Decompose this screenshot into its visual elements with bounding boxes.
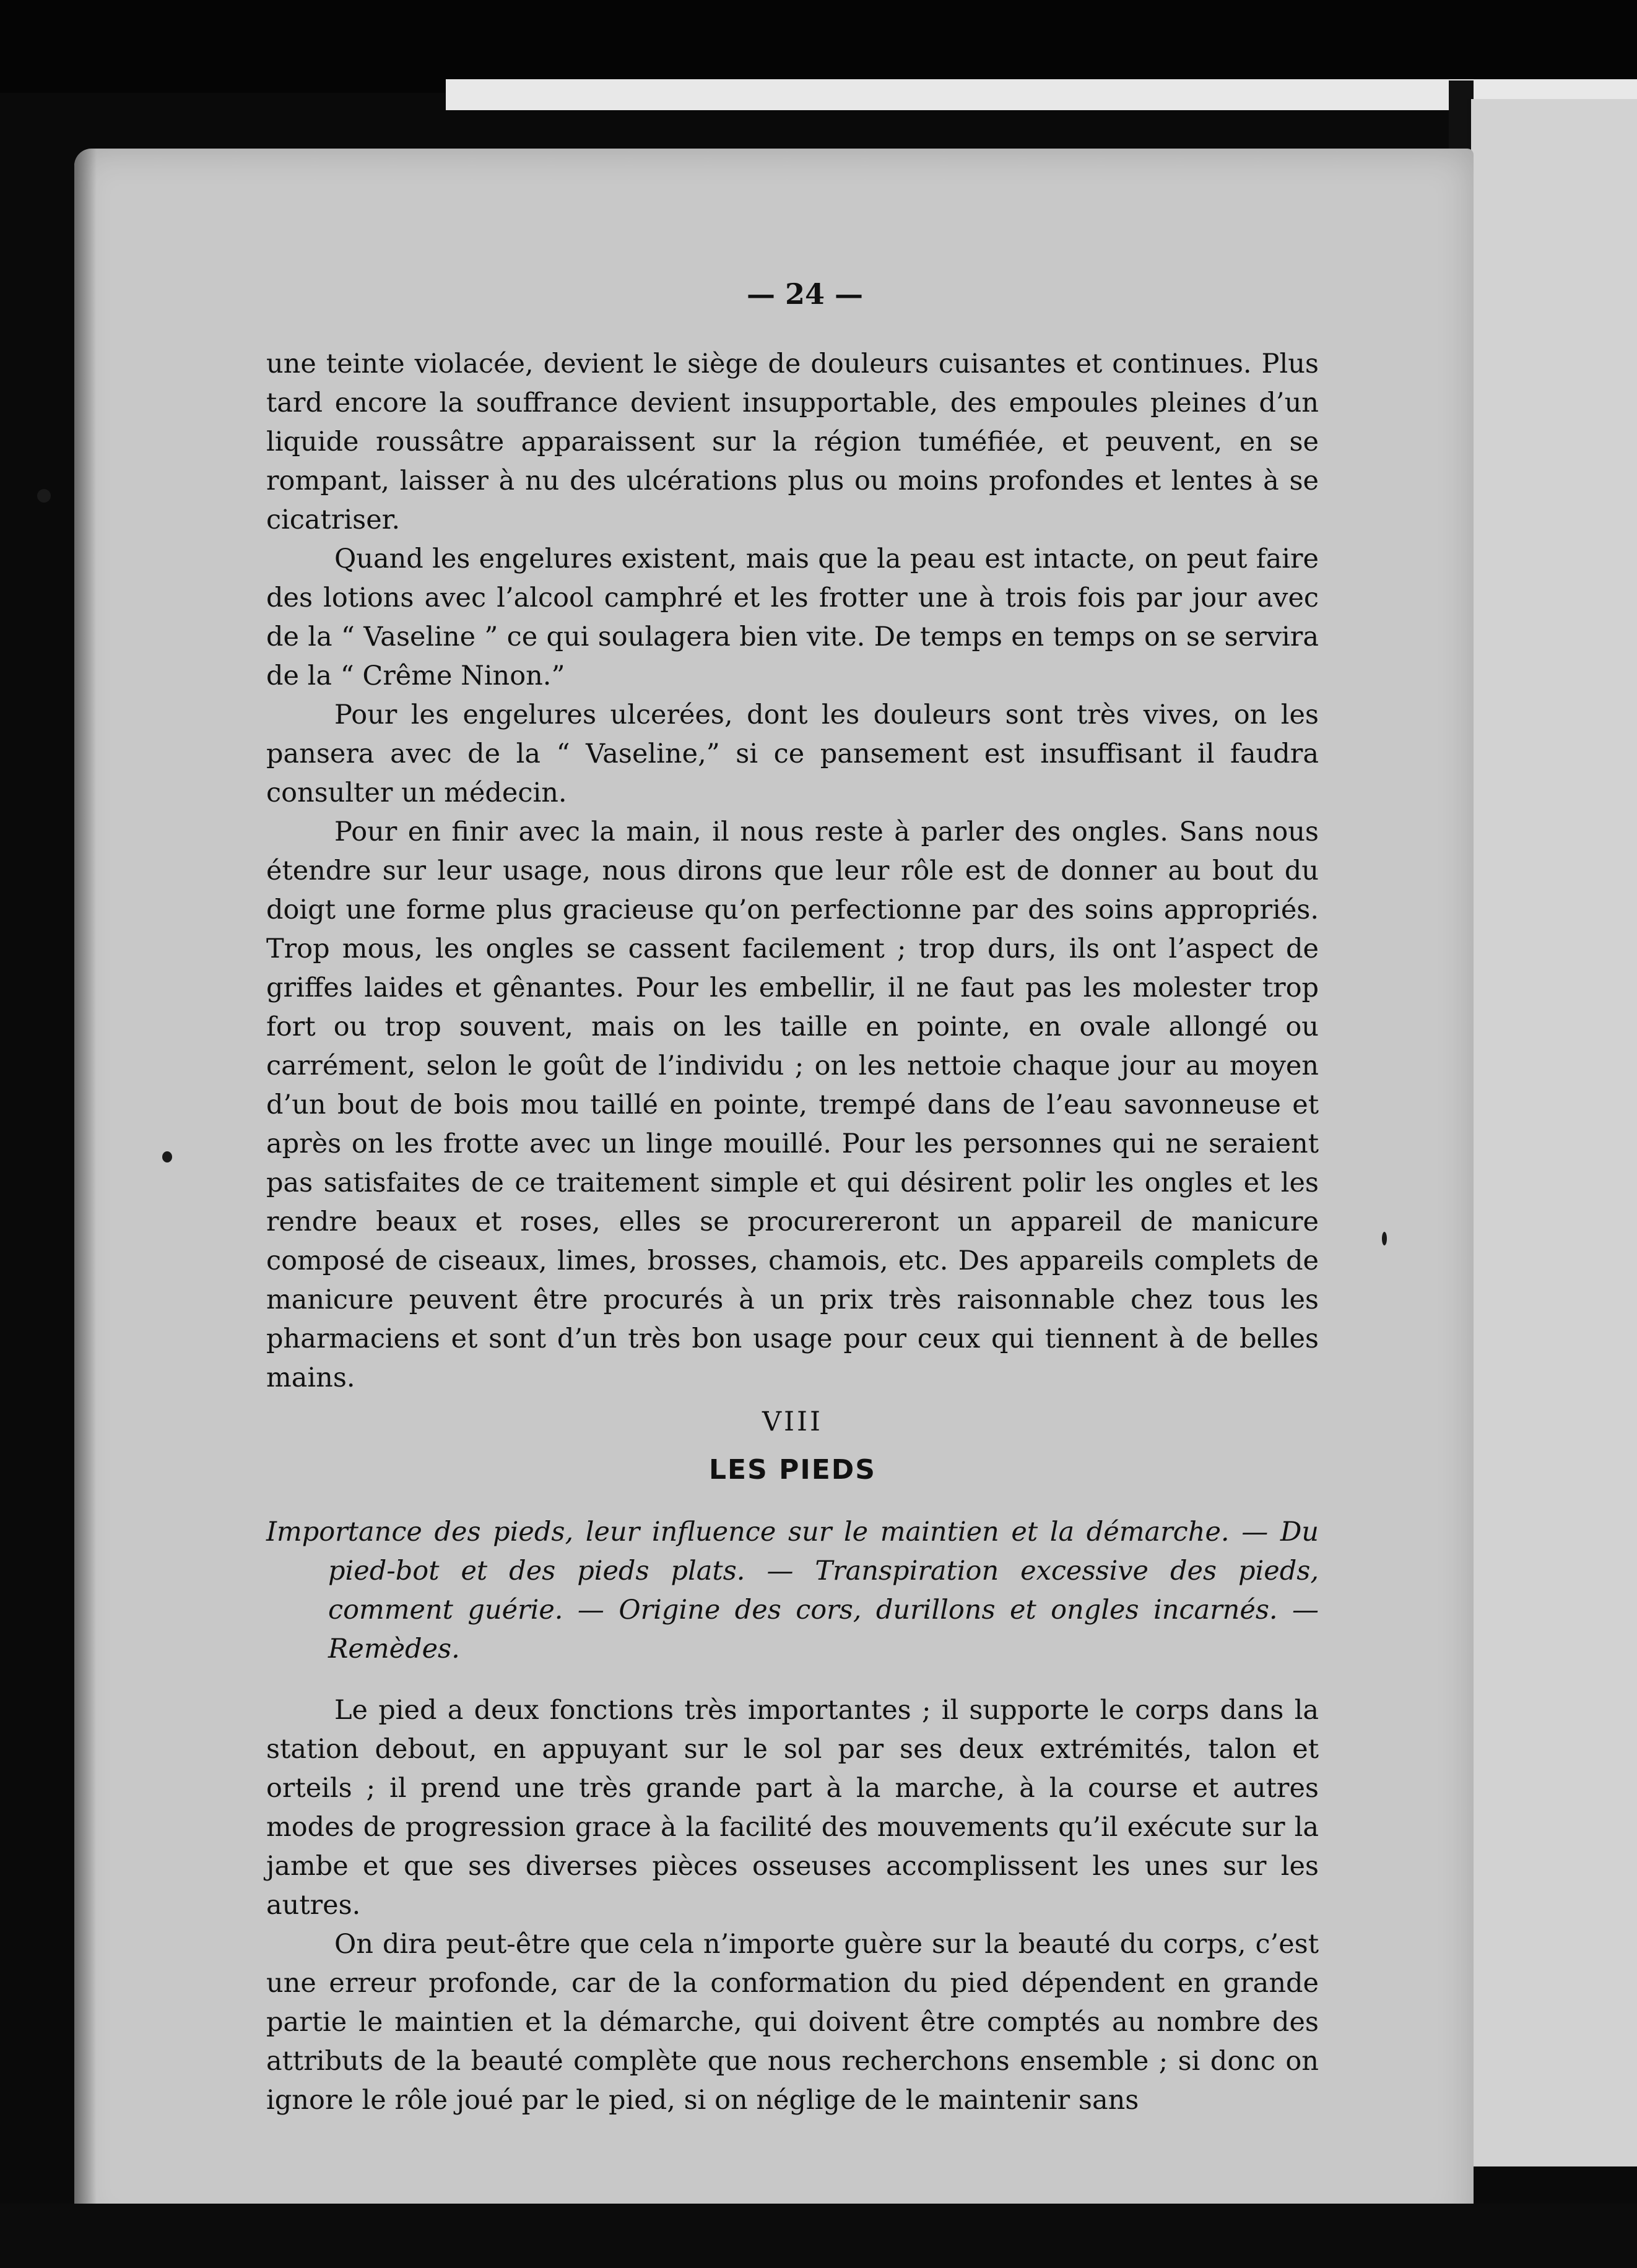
page-text bbox=[266, 275, 1319, 2120]
paragraph: Pour en finir avec la main, il nous reste à parler des ongles. Sans nous étendre sur leur usage, nous dirons que leur rôle est de donner au bout du doigt une forme plus gracieuse qu’on perfectionne par des soins appropriés. Trop mous, les ongles se cassent facilement ; trop durs, ils ont l’aspect de griffes laides et gênantes. Pour les embellir, il ne faut pas les molester trop fort ou trop souvent, mais on les taille en pointe, en ovale allongé ou carrément, selon le goût de l’individu ; on les nettoie chaque jour au moyen d’un bout de bois mou taillé en pointe, trempé dans de l’eau savonneuse et après on les frotte avec un linge mouillé. Pour les personnes qui ne seraient pas satisfaites de ce traitement simple et qui désirent polir les ongles et les rendre beaux et roses, elles se procurereront un appareil de manicure composé de ciseaux, limes, brosses, chamois, etc. Des appareils complets de manicure peuvent être procurés à un prix très raisonnable chez tous les pharmaciens et sont d’un très bon usage pour ceux qui tiennent à de belles mains. bbox=[266, 816, 1319, 1393]
paragraph: Quand les engelures existent, mais que la peau est intacte, on peut faire des lotions avec l’alcool camphré et les frotter une à trois fois par jour avec de la “ Vaseline ” ce qui soulagera bien vite. De temps en temps on se servira de la “ Crême Ninon.” bbox=[266, 543, 1319, 691]
paragraph: Pour les engelures ulcerées, dont les douleurs sont très vives, on les pansera avec de la “ Vaseline,” si ce pansement est insuffisant il faudra consulter un médecin. bbox=[266, 699, 1319, 808]
section-number: VIII bbox=[762, 1406, 823, 1437]
adjacent-page bbox=[1467, 99, 1637, 2166]
section-title: LES PIEDS bbox=[709, 1454, 876, 1486]
ink-speck bbox=[1382, 1232, 1387, 1245]
page-shadow bbox=[74, 149, 97, 2235]
paragraph: Le pied a deux fonctions très importantes ; il supporte le corps dans la station debout, en appuyant sur le sol par ses deux extrémités, talon et orteils ; il prend une très grande part à la marche, à la course et autres modes de progression grace à la facilité des mouvements qu’il exécute sur la jambe et que ses diverses pièces osseuses accomplissent les unes sur les autres. bbox=[266, 1695, 1319, 1921]
scan-backdrop-bottom bbox=[0, 2204, 1637, 2268]
paragraph: une teinte violacée, devient le siège de douleurs cuisantes et continues. Plus tard encore la souffrance devient insupportable, des empoules pleines d’un liquide roussâtre apparaissent sur la région tuméfiée, et peuvent, en se rompant, laisser à nu des ulcérations plus ou moins profondes et lentes à se cicatriser. bbox=[266, 348, 1319, 535]
paragraph: On dira peut-être que cela n’importe guère sur la beauté du corps, c’est une erreur profonde, car de la conformation du pied dépendent en grande partie le maintien et la démarche, qui doivent être comptés au nombre des attributs de la beauté complète que nous recherchons ensemble ; si donc on ignore le rôle joué par le pied, si on néglige de le maintenir sans bbox=[266, 1929, 1319, 2116]
page-number: — 24 — bbox=[746, 277, 864, 311]
ink-speck bbox=[37, 489, 51, 503]
ink-speck bbox=[162, 1151, 172, 1162]
section-summary: Importance des pieds, leur influence sur le maintien et la démarche. — Du pied-bot et des pieds plats. — Transpiration excessive des pieds, comment guérie. — Origine des cors, durillons et ongles incarnés. — Remèdes. bbox=[266, 1517, 1319, 1664]
